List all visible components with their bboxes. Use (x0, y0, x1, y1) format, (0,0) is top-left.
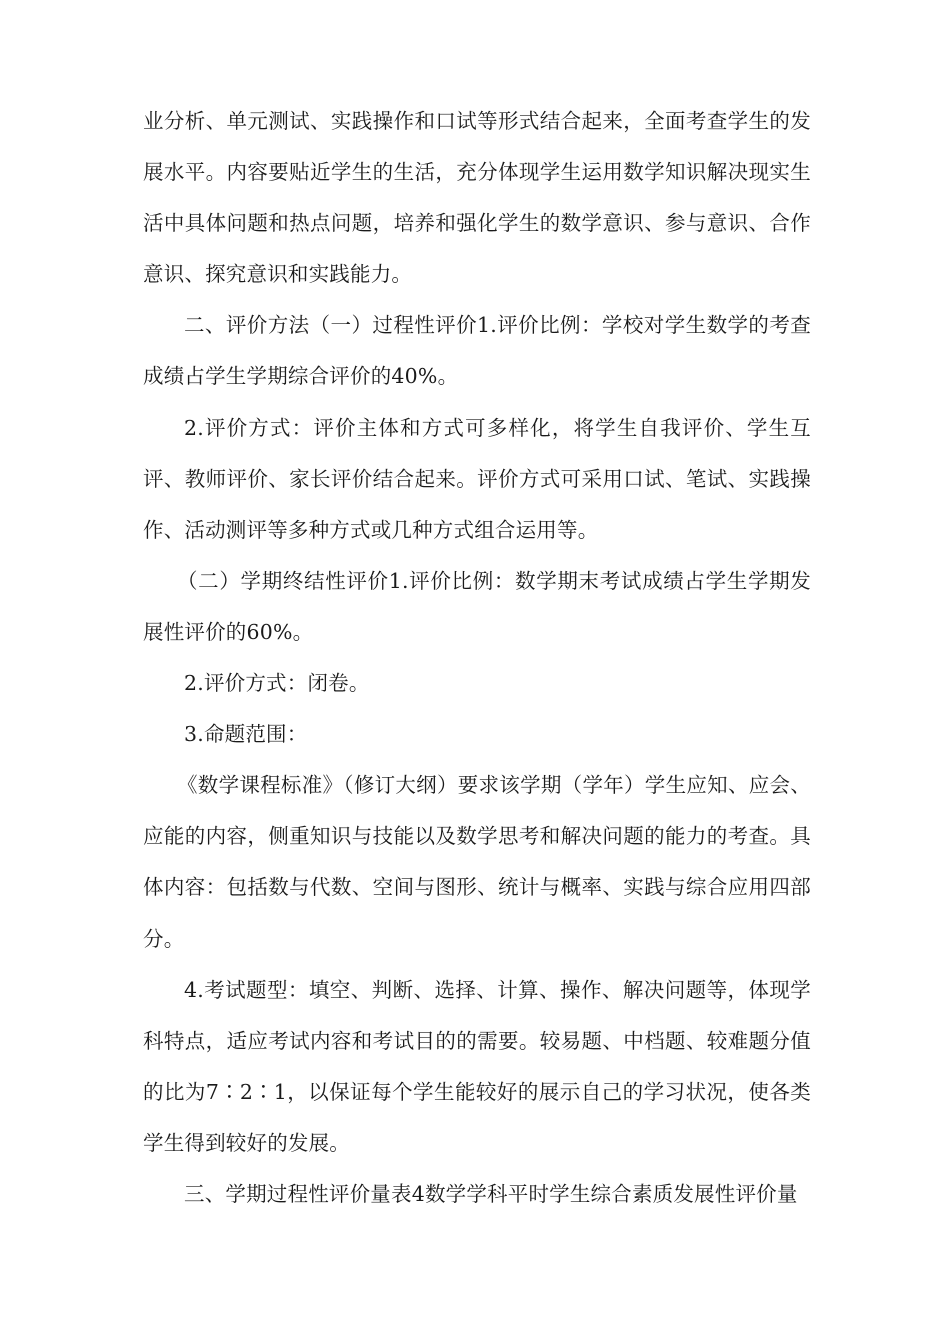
paragraph-process-scale: 三、学期过程性评价量表4数学学科平时学生综合素质发展性评价量 (184, 1181, 798, 1206)
paragraph-evaluation-methods: 二、评价方法（一）过程性评价1.评价比例：学校对学生数学的考查成绩占学生学期综合评价的40%。 (143, 313, 811, 389)
paragraph-question-types: 4.考试题型：填空、判断、选择、计算、操作、解决问题等，体现学科特点，适应考试内容和考试目的的需要。较易题、中档题、较难题分值的比为7∶2∶1，以保证每个学生能较好的展示自己的学习状况，使各类学生得到较好的发展。 (143, 977, 811, 1155)
paragraph-curriculum-scope: 《数学课程标准》（修订大纲）要求该学期（学年）学生应知、应会、应能的内容，侧重知识与技能以及数学思考和解决问题的能力的考查。具体内容：包括数与代数、空间与图形、统计与概率、实践与综合应用四部分。 (143, 773, 811, 951)
paragraph-assessment-forms: 业分析、单元测试、实践操作和口试等形式结合起来，全面考查学生的发展水平。内容要贴近学生的生活，充分体现学生运用数学知识解决现实生活中具体问题和热点问题，培养和强化学生的数学意识、参与意识、合作意识、探究意识和实践能力。 (143, 109, 811, 287)
paragraph-evaluation-approach: 2.评价方式：评价主体和方式可多样化，将学生自我评价、学生互评、教师评价、家长评价结合起来。评价方式可采用口试、笔试、实践操作、活动测评等多种方式或几种方式组合运用等。 (143, 415, 811, 542)
paragraph-summative-evaluation: （二）学期终结性评价1.评价比例：数学期末考试成绩占学生学期发展性评价的60%。 (143, 568, 811, 644)
paragraph-scope-heading: 3.命题范围： (184, 722, 308, 747)
paragraph-closed-book: 2.评价方式：闭卷。 (184, 671, 370, 696)
document-body (143, 96, 811, 1220)
